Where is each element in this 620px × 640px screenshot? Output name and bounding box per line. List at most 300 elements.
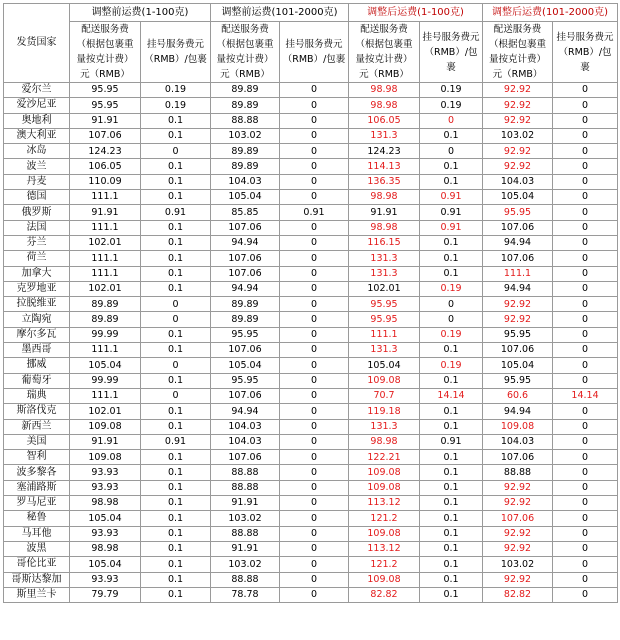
cell-registration-fee-after-heavy: 0 <box>553 557 618 572</box>
cell-delivery-fee-after-heavy: 107.06 <box>483 251 553 266</box>
cell-delivery-fee-after-light: 113.12 <box>349 496 420 511</box>
header-delivery-fee-after-heavy: 配送服务费（根据包裹重量按克计费）元（RMB） <box>483 22 553 83</box>
table-row <box>4 480 618 495</box>
cell-country: 挪威 <box>4 358 70 373</box>
cell-registration-fee-after-light: 0.1 <box>420 465 483 480</box>
header-origin-country: 发货国家 <box>4 4 70 83</box>
cell-registration-fee-before-light: 0.1 <box>141 373 211 388</box>
cell-delivery-fee-before-heavy: 89.89 <box>211 144 280 159</box>
cell-country: 德国 <box>4 190 70 205</box>
cell-delivery-fee-after-heavy: 105.04 <box>483 358 553 373</box>
cell-country: 新西兰 <box>4 419 70 434</box>
cell-delivery-fee-before-heavy: 89.89 <box>211 83 280 98</box>
cell-country: 哥斯达黎加 <box>4 572 70 587</box>
cell-delivery-fee-after-light: 98.98 <box>349 220 420 235</box>
cell-delivery-fee-before-light: 95.95 <box>70 98 141 113</box>
cell-country: 塞浦路斯 <box>4 480 70 495</box>
cell-registration-fee-before-heavy: 0 <box>280 159 349 174</box>
cell-registration-fee-before-heavy: 0 <box>280 190 349 205</box>
cell-registration-fee-before-light: 0 <box>141 358 211 373</box>
cell-registration-fee-before-light: 0.1 <box>141 511 211 526</box>
cell-delivery-fee-before-light: 105.04 <box>70 557 141 572</box>
table-row <box>4 373 618 388</box>
header-registration-fee-before-light: 挂号服务费元（RMB）/包裹 <box>141 22 211 83</box>
cell-delivery-fee-after-heavy: 92.92 <box>483 144 553 159</box>
cell-registration-fee-before-heavy: 0 <box>280 251 349 266</box>
cell-delivery-fee-before-light: 111.1 <box>70 343 141 358</box>
cell-registration-fee-after-light: 0.1 <box>420 404 483 419</box>
cell-registration-fee-after-light: 0 <box>420 312 483 327</box>
cell-delivery-fee-before-heavy: 89.89 <box>211 98 280 113</box>
table-row <box>4 343 618 358</box>
cell-registration-fee-after-light: 0 <box>420 113 483 128</box>
cell-delivery-fee-after-heavy: 88.88 <box>483 465 553 480</box>
cell-delivery-fee-after-light: 116.15 <box>349 235 420 250</box>
cell-delivery-fee-before-light: 105.04 <box>70 511 141 526</box>
header-delivery-fee-before-light: 配送服务费（根据包裹重量按克计费）元（RMB） <box>70 22 141 83</box>
cell-delivery-fee-after-light: 131.3 <box>349 343 420 358</box>
cell-registration-fee-after-light: 0.19 <box>420 327 483 342</box>
cell-registration-fee-after-light: 0.1 <box>420 587 483 602</box>
cell-registration-fee-after-light: 0.1 <box>420 572 483 587</box>
cell-delivery-fee-after-heavy: 103.02 <box>483 128 553 143</box>
cell-delivery-fee-before-heavy: 91.91 <box>211 541 280 556</box>
cell-registration-fee-before-heavy: 0 <box>280 572 349 587</box>
cell-delivery-fee-before-heavy: 105.04 <box>211 190 280 205</box>
cell-delivery-fee-after-light: 109.08 <box>349 373 420 388</box>
cell-registration-fee-before-light: 0.1 <box>141 113 211 128</box>
cell-country: 丹麦 <box>4 174 70 189</box>
cell-registration-fee-after-heavy: 0 <box>553 235 618 250</box>
cell-country: 拉脱维亚 <box>4 297 70 312</box>
cell-registration-fee-before-light: 0.1 <box>141 281 211 296</box>
cell-registration-fee-after-light: 0.91 <box>420 190 483 205</box>
table-row <box>4 465 618 480</box>
cell-delivery-fee-before-heavy: 94.94 <box>211 281 280 296</box>
cell-registration-fee-after-light: 0.1 <box>420 557 483 572</box>
cell-registration-fee-before-light: 0.1 <box>141 128 211 143</box>
cell-country: 秘鲁 <box>4 511 70 526</box>
cell-registration-fee-after-heavy: 0 <box>553 358 618 373</box>
header-group-after-light: 调整后运费(1-100克) <box>349 4 483 22</box>
cell-registration-fee-before-heavy: 0 <box>280 83 349 98</box>
cell-registration-fee-after-heavy: 0 <box>553 419 618 434</box>
cell-delivery-fee-before-heavy: 88.88 <box>211 526 280 541</box>
cell-delivery-fee-before-light: 93.93 <box>70 572 141 587</box>
cell-delivery-fee-before-light: 99.99 <box>70 327 141 342</box>
cell-country: 葡萄牙 <box>4 373 70 388</box>
cell-delivery-fee-before-light: 93.93 <box>70 480 141 495</box>
table-row <box>4 388 618 403</box>
table-row <box>4 450 618 465</box>
cell-delivery-fee-after-heavy: 92.92 <box>483 496 553 511</box>
table-row <box>4 419 618 434</box>
cell-country: 马耳他 <box>4 526 70 541</box>
cell-delivery-fee-after-heavy: 107.06 <box>483 220 553 235</box>
header-group-after-heavy: 调整后运费(101-2000克) <box>483 4 618 22</box>
cell-registration-fee-after-heavy: 0 <box>553 281 618 296</box>
cell-delivery-fee-after-heavy: 94.94 <box>483 235 553 250</box>
cell-delivery-fee-before-light: 93.93 <box>70 526 141 541</box>
table-row <box>4 205 618 220</box>
cell-registration-fee-before-heavy: 0 <box>280 557 349 572</box>
cell-delivery-fee-after-light: 98.98 <box>349 434 420 449</box>
cell-registration-fee-after-light: 0.19 <box>420 358 483 373</box>
cell-registration-fee-before-light: 0.19 <box>141 83 211 98</box>
cell-registration-fee-before-light: 0 <box>141 144 211 159</box>
header-registration-fee-after-heavy: 挂号服务费元（RMB）/包裹 <box>553 22 618 83</box>
table-row <box>4 557 618 572</box>
cell-registration-fee-before-light: 0.1 <box>141 465 211 480</box>
cell-registration-fee-before-heavy: 0 <box>280 266 349 281</box>
cell-delivery-fee-before-heavy: 107.06 <box>211 450 280 465</box>
cell-registration-fee-after-light: 0.1 <box>420 419 483 434</box>
cell-delivery-fee-after-light: 124.23 <box>349 144 420 159</box>
cell-country: 波多黎各 <box>4 465 70 480</box>
cell-country: 斯洛伐克 <box>4 404 70 419</box>
cell-country: 墨西哥 <box>4 343 70 358</box>
cell-delivery-fee-after-light: 106.05 <box>349 113 420 128</box>
cell-registration-fee-after-light: 0.1 <box>420 511 483 526</box>
table-header <box>4 4 618 83</box>
cell-delivery-fee-after-heavy: 95.95 <box>483 327 553 342</box>
cell-registration-fee-after-heavy: 0 <box>553 434 618 449</box>
table-row <box>4 83 618 98</box>
cell-delivery-fee-after-heavy: 95.95 <box>483 205 553 220</box>
cell-registration-fee-before-light: 0.1 <box>141 496 211 511</box>
cell-registration-fee-after-light: 0.1 <box>420 373 483 388</box>
cell-registration-fee-before-heavy: 0 <box>280 373 349 388</box>
cell-registration-fee-before-light: 0 <box>141 312 211 327</box>
cell-registration-fee-before-heavy: 0 <box>280 281 349 296</box>
cell-delivery-fee-after-light: 105.04 <box>349 358 420 373</box>
cell-delivery-fee-before-light: 111.1 <box>70 388 141 403</box>
cell-delivery-fee-before-heavy: 88.88 <box>211 480 280 495</box>
cell-delivery-fee-before-light: 124.23 <box>70 144 141 159</box>
cell-delivery-fee-before-light: 89.89 <box>70 312 141 327</box>
cell-delivery-fee-after-light: 102.01 <box>349 281 420 296</box>
cell-registration-fee-before-heavy: 0 <box>280 297 349 312</box>
cell-delivery-fee-after-light: 122.21 <box>349 450 420 465</box>
cell-delivery-fee-after-heavy: 107.06 <box>483 343 553 358</box>
cell-registration-fee-before-heavy: 0 <box>280 434 349 449</box>
cell-registration-fee-before-heavy: 0 <box>280 343 349 358</box>
cell-registration-fee-before-heavy: 0 <box>280 496 349 511</box>
cell-delivery-fee-after-light: 111.1 <box>349 327 420 342</box>
cell-country: 智利 <box>4 450 70 465</box>
table-row <box>4 572 618 587</box>
cell-delivery-fee-before-heavy: 88.88 <box>211 572 280 587</box>
cell-delivery-fee-after-heavy: 104.03 <box>483 434 553 449</box>
cell-delivery-fee-before-heavy: 103.02 <box>211 557 280 572</box>
cell-delivery-fee-after-heavy: 103.02 <box>483 557 553 572</box>
shipping-rate-table-container <box>3 3 617 637</box>
cell-registration-fee-after-light: 0.1 <box>420 450 483 465</box>
cell-delivery-fee-after-heavy: 94.94 <box>483 404 553 419</box>
cell-registration-fee-before-light: 0 <box>141 297 211 312</box>
cell-registration-fee-after-heavy: 0 <box>553 450 618 465</box>
cell-delivery-fee-before-heavy: 91.91 <box>211 496 280 511</box>
cell-delivery-fee-after-heavy: 92.92 <box>483 312 553 327</box>
cell-delivery-fee-before-light: 91.91 <box>70 434 141 449</box>
cell-registration-fee-before-heavy: 0 <box>280 541 349 556</box>
cell-country: 爱沙尼亚 <box>4 98 70 113</box>
cell-registration-fee-after-heavy: 0 <box>553 496 618 511</box>
cell-registration-fee-after-heavy: 0 <box>553 511 618 526</box>
table-row <box>4 235 618 250</box>
cell-delivery-fee-before-heavy: 107.06 <box>211 388 280 403</box>
cell-registration-fee-before-light: 0.1 <box>141 526 211 541</box>
cell-delivery-fee-after-light: 70.7 <box>349 388 420 403</box>
cell-registration-fee-before-heavy: 0.91 <box>280 205 349 220</box>
cell-delivery-fee-before-heavy: 88.88 <box>211 465 280 480</box>
cell-registration-fee-before-light: 0.1 <box>141 557 211 572</box>
cell-registration-fee-after-light: 0.1 <box>420 343 483 358</box>
cell-delivery-fee-before-light: 98.98 <box>70 496 141 511</box>
cell-delivery-fee-after-heavy: 92.92 <box>483 480 553 495</box>
cell-registration-fee-after-heavy: 0 <box>553 266 618 281</box>
cell-country: 罗马尼亚 <box>4 496 70 511</box>
cell-delivery-fee-after-light: 109.08 <box>349 480 420 495</box>
table-row <box>4 312 618 327</box>
cell-registration-fee-before-light: 0.1 <box>141 541 211 556</box>
cell-registration-fee-before-heavy: 0 <box>280 526 349 541</box>
table-row <box>4 190 618 205</box>
cell-registration-fee-after-light: 0.1 <box>420 541 483 556</box>
cell-delivery-fee-after-heavy: 92.92 <box>483 113 553 128</box>
cell-delivery-fee-after-light: 114.13 <box>349 159 420 174</box>
cell-registration-fee-after-heavy: 0 <box>553 587 618 602</box>
cell-registration-fee-after-heavy: 0 <box>553 572 618 587</box>
cell-delivery-fee-before-heavy: 89.89 <box>211 297 280 312</box>
table-row <box>4 404 618 419</box>
cell-registration-fee-after-heavy: 0 <box>553 312 618 327</box>
cell-delivery-fee-after-heavy: 107.06 <box>483 511 553 526</box>
cell-country: 哥伦比亚 <box>4 557 70 572</box>
cell-delivery-fee-before-light: 110.09 <box>70 174 141 189</box>
cell-delivery-fee-after-heavy: 92.92 <box>483 297 553 312</box>
cell-registration-fee-before-heavy: 0 <box>280 511 349 526</box>
shipping-rate-table <box>3 3 618 603</box>
cell-registration-fee-after-heavy: 0 <box>553 190 618 205</box>
cell-delivery-fee-before-light: 99.99 <box>70 373 141 388</box>
cell-registration-fee-before-light: 0.1 <box>141 251 211 266</box>
table-row <box>4 159 618 174</box>
cell-registration-fee-before-heavy: 0 <box>280 220 349 235</box>
cell-country: 瑞典 <box>4 388 70 403</box>
cell-delivery-fee-before-light: 107.06 <box>70 128 141 143</box>
cell-country: 斯里兰卡 <box>4 587 70 602</box>
cell-delivery-fee-after-light: 98.98 <box>349 83 420 98</box>
cell-registration-fee-before-heavy: 0 <box>280 388 349 403</box>
cell-registration-fee-before-heavy: 0 <box>280 113 349 128</box>
cell-registration-fee-before-light: 0.1 <box>141 327 211 342</box>
cell-delivery-fee-before-heavy: 105.04 <box>211 358 280 373</box>
cell-registration-fee-before-light: 0.19 <box>141 98 211 113</box>
header-group-before-heavy: 调整前运费(101-2000克) <box>211 4 349 22</box>
cell-registration-fee-before-light: 0.1 <box>141 572 211 587</box>
cell-registration-fee-after-light: 0.1 <box>420 526 483 541</box>
cell-delivery-fee-before-light: 111.1 <box>70 190 141 205</box>
cell-registration-fee-after-heavy: 0 <box>553 343 618 358</box>
cell-registration-fee-before-light: 0.1 <box>141 220 211 235</box>
cell-delivery-fee-after-light: 131.3 <box>349 251 420 266</box>
table-row <box>4 511 618 526</box>
cell-country: 澳大利亚 <box>4 128 70 143</box>
cell-delivery-fee-before-heavy: 89.89 <box>211 159 280 174</box>
cell-registration-fee-after-light: 0.91 <box>420 205 483 220</box>
cell-delivery-fee-after-heavy: 95.95 <box>483 373 553 388</box>
table-row <box>4 526 618 541</box>
cell-registration-fee-before-light: 0.91 <box>141 205 211 220</box>
cell-registration-fee-after-heavy: 0 <box>553 128 618 143</box>
cell-country: 俄罗斯 <box>4 205 70 220</box>
cell-delivery-fee-after-light: 98.98 <box>349 190 420 205</box>
cell-registration-fee-before-heavy: 0 <box>280 327 349 342</box>
cell-country: 克罗地亚 <box>4 281 70 296</box>
cell-registration-fee-before-light: 0.1 <box>141 419 211 434</box>
cell-registration-fee-after-heavy: 0 <box>553 83 618 98</box>
cell-registration-fee-after-light: 14.14 <box>420 388 483 403</box>
cell-registration-fee-before-heavy: 0 <box>280 480 349 495</box>
cell-registration-fee-after-heavy: 0 <box>553 205 618 220</box>
cell-registration-fee-after-heavy: 0 <box>553 526 618 541</box>
cell-delivery-fee-before-heavy: 107.06 <box>211 251 280 266</box>
cell-delivery-fee-before-heavy: 107.06 <box>211 266 280 281</box>
cell-delivery-fee-before-light: 98.98 <box>70 541 141 556</box>
cell-registration-fee-after-light: 0 <box>420 297 483 312</box>
cell-delivery-fee-after-light: 136.35 <box>349 174 420 189</box>
cell-delivery-fee-after-light: 119.18 <box>349 404 420 419</box>
cell-registration-fee-before-light: 0.1 <box>141 266 211 281</box>
table-row <box>4 98 618 113</box>
cell-delivery-fee-before-heavy: 89.89 <box>211 312 280 327</box>
cell-delivery-fee-after-heavy: 92.92 <box>483 572 553 587</box>
cell-registration-fee-before-heavy: 0 <box>280 312 349 327</box>
cell-delivery-fee-after-heavy: 92.92 <box>483 159 553 174</box>
cell-registration-fee-before-light: 0.91 <box>141 434 211 449</box>
cell-registration-fee-before-heavy: 0 <box>280 98 349 113</box>
table-row <box>4 266 618 281</box>
cell-country: 美国 <box>4 434 70 449</box>
cell-delivery-fee-before-heavy: 103.02 <box>211 128 280 143</box>
cell-registration-fee-after-heavy: 0 <box>553 541 618 556</box>
cell-delivery-fee-before-light: 106.05 <box>70 159 141 174</box>
cell-delivery-fee-after-heavy: 82.82 <box>483 587 553 602</box>
cell-delivery-fee-before-heavy: 85.85 <box>211 205 280 220</box>
table-row <box>4 251 618 266</box>
table-row <box>4 281 618 296</box>
cell-country: 芬兰 <box>4 235 70 250</box>
cell-delivery-fee-before-light: 111.1 <box>70 251 141 266</box>
cell-registration-fee-after-heavy: 0 <box>553 404 618 419</box>
cell-registration-fee-before-heavy: 0 <box>280 358 349 373</box>
cell-registration-fee-after-light: 0.1 <box>420 266 483 281</box>
cell-country: 荷兰 <box>4 251 70 266</box>
cell-registration-fee-after-light: 0.1 <box>420 174 483 189</box>
cell-delivery-fee-after-light: 95.95 <box>349 312 420 327</box>
cell-delivery-fee-after-light: 121.2 <box>349 557 420 572</box>
cell-registration-fee-before-light: 0.1 <box>141 587 211 602</box>
cell-registration-fee-before-light: 0.1 <box>141 343 211 358</box>
cell-delivery-fee-before-light: 95.95 <box>70 83 141 98</box>
cell-delivery-fee-before-heavy: 95.95 <box>211 327 280 342</box>
cell-delivery-fee-before-light: 111.1 <box>70 220 141 235</box>
cell-registration-fee-after-heavy: 0 <box>553 98 618 113</box>
table-row <box>4 128 618 143</box>
cell-registration-fee-after-light: 0 <box>420 144 483 159</box>
cell-registration-fee-after-light: 0.1 <box>420 496 483 511</box>
cell-delivery-fee-after-light: 91.91 <box>349 205 420 220</box>
table-row <box>4 220 618 235</box>
cell-delivery-fee-before-light: 91.91 <box>70 113 141 128</box>
cell-delivery-fee-after-light: 98.98 <box>349 98 420 113</box>
cell-delivery-fee-before-light: 109.08 <box>70 450 141 465</box>
cell-country: 冰岛 <box>4 144 70 159</box>
table-row <box>4 327 618 342</box>
cell-delivery-fee-before-heavy: 104.03 <box>211 434 280 449</box>
table-row <box>4 587 618 602</box>
cell-country: 法国 <box>4 220 70 235</box>
table-row <box>4 358 618 373</box>
cell-registration-fee-after-light: 0.1 <box>420 159 483 174</box>
cell-delivery-fee-before-light: 111.1 <box>70 266 141 281</box>
cell-country: 爱尔兰 <box>4 83 70 98</box>
cell-registration-fee-before-heavy: 0 <box>280 174 349 189</box>
cell-country: 波黑 <box>4 541 70 556</box>
cell-delivery-fee-before-heavy: 107.06 <box>211 220 280 235</box>
table-row <box>4 434 618 449</box>
cell-registration-fee-after-light: 0.19 <box>420 98 483 113</box>
header-delivery-fee-before-heavy: 配送服务费（根据包裹重量按克计费）元（RMB） <box>211 22 280 83</box>
cell-registration-fee-after-light: 0.1 <box>420 128 483 143</box>
cell-delivery-fee-before-heavy: 95.95 <box>211 373 280 388</box>
cell-registration-fee-before-light: 0.1 <box>141 190 211 205</box>
cell-registration-fee-before-light: 0.1 <box>141 450 211 465</box>
cell-delivery-fee-after-light: 121.2 <box>349 511 420 526</box>
cell-registration-fee-before-light: 0.1 <box>141 480 211 495</box>
cell-registration-fee-before-heavy: 0 <box>280 419 349 434</box>
cell-registration-fee-after-heavy: 0 <box>553 159 618 174</box>
cell-delivery-fee-before-light: 91.91 <box>70 205 141 220</box>
table-row <box>4 113 618 128</box>
cell-delivery-fee-after-heavy: 92.92 <box>483 541 553 556</box>
cell-delivery-fee-after-heavy: 107.06 <box>483 450 553 465</box>
cell-delivery-fee-before-light: 79.79 <box>70 587 141 602</box>
cell-delivery-fee-after-light: 131.3 <box>349 128 420 143</box>
cell-registration-fee-before-light: 0.1 <box>141 235 211 250</box>
cell-delivery-fee-before-heavy: 94.94 <box>211 235 280 250</box>
cell-country: 加拿大 <box>4 266 70 281</box>
cell-registration-fee-before-light: 0.1 <box>141 159 211 174</box>
cell-registration-fee-before-heavy: 0 <box>280 465 349 480</box>
cell-delivery-fee-before-heavy: 107.06 <box>211 343 280 358</box>
cell-delivery-fee-after-heavy: 104.03 <box>483 174 553 189</box>
cell-delivery-fee-before-light: 102.01 <box>70 235 141 250</box>
cell-registration-fee-after-heavy: 0 <box>553 373 618 388</box>
cell-delivery-fee-after-light: 109.08 <box>349 526 420 541</box>
cell-registration-fee-after-light: 0.91 <box>420 434 483 449</box>
cell-delivery-fee-before-light: 105.04 <box>70 358 141 373</box>
cell-registration-fee-after-heavy: 0 <box>553 297 618 312</box>
cell-registration-fee-before-light: 0 <box>141 388 211 403</box>
cell-delivery-fee-after-light: 113.12 <box>349 541 420 556</box>
cell-registration-fee-after-light: 0.19 <box>420 83 483 98</box>
cell-delivery-fee-after-heavy: 92.92 <box>483 98 553 113</box>
cell-delivery-fee-before-light: 102.01 <box>70 404 141 419</box>
cell-registration-fee-after-heavy: 0 <box>553 465 618 480</box>
cell-delivery-fee-after-heavy: 111.1 <box>483 266 553 281</box>
